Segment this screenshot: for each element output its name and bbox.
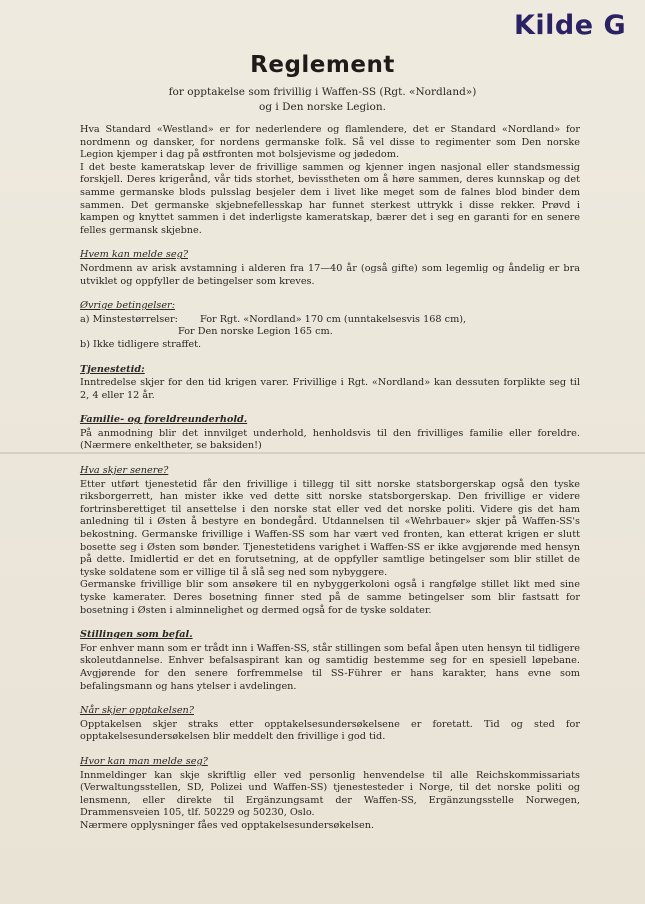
section-text: Etter utført tjenestetid får den frivillige i tillegg til sitt norske statsborgerskap også den tyske riksborgerrett, han mister ikke ved dette sitt norske statsborgerskap. Den frivillige er videre fortrinsberettiget til ansettelse i den norske stat eller ved det norske politi. Videre gis det ham anledning til i Østen å bestyre en bondegård. Utdannelsen til «Wehrbauer» skjer på Waffen-SS's bekostning. Germanske frivillige i Waffen-SS som har vært ved fronten, kan etterat krigen er slutt bosette seg i Østen som bønder. Tjenestetidens varighet i Waffen-SS er ikke avgjørende med hensyn på dette. Imidlertid er det en forutsetning, at de oppfyller samtlige betingelser som blir stillet de tyske soldatene som er villige til å slå seg ned som nybyggere.: [80, 478, 580, 578]
section-text: Innmeldinger kan skje skriftlig eller ved personlig henvendelse til alle Reichskommissariats (Verwaltungsstellen, SD, Polizei und Waffen-SS) tjenestesteder i Norge, til det norske politi og lensmenn, eller direkte til Ergänzungsamt der Waffen-SS, Ergänzungsstelle Norwegen, Drammensveien 105, tlf. 50229 og 50230, Oslo.: [80, 769, 580, 819]
subtitle-line-1: for opptakelse som frivillig i Waffen-SS (Rgt. «Nordland»): [168, 86, 477, 98]
section-text: På anmodning blir det innvilget underhold, henholdsvis til den frivilliges familie eller foreldre. (Nærmere enkeltheter, se baksiden!): [80, 427, 580, 452]
section-heading: Hva skjer senere?: [80, 465, 169, 477]
subtitle-line-2: og i Den norske Legion.: [259, 101, 386, 113]
section-text: Inntredelse skjer for den tid krigen varer. Frivillige i Rgt. «Nordland» kan dessuten forplikte seg til 2, 4 eller 12 år.: [80, 377, 580, 401]
condition-a-line-1: For Rgt. «Nordland» 170 cm (unntakelsesvis 168 cm),: [200, 313, 467, 325]
section-text: Nordmenn av arisk avstamning i alderen fra 17—40 år (også gifte) som legemlig og åndelig er bra utviklet og oppfyller de betingelser som kreves.: [80, 262, 580, 287]
intro-paragraph: [80, 124, 580, 237]
section-text: For enhver mann som er trådt inn i Waffen-SS, står stillingen som befal åpen uten hensyn til tidligere skoleutdannelse. Enhver befalsaspirant kan og samtidig bestemme seg for en spesiell løpebane. Avgjørende for den senere forfremmelse til SS-Führer er hans karakter, hans evne som befalingsmann og hans ytelser i avdelingen.: [80, 642, 580, 692]
section-heading: Stillingen som befal.: [80, 629, 193, 641]
section-heading: Øvrige betingelser:: [80, 300, 175, 312]
source-label: Kilde G: [514, 10, 627, 41]
section-who-can-apply: [80, 249, 580, 288]
section-text: Opptakelsen skjer straks etter opptakelsesundersøkelsene er foretatt. Tid og sted for opptakelsesundersøkelsen blir meddelt den frivillige i god tid.: [80, 718, 580, 743]
section-service-time: [80, 364, 580, 403]
closing-note: Nærmere opplysninger fåes ved opptakelsesundersøkelsen.: [80, 819, 375, 831]
section-officer-position: [80, 629, 580, 693]
section-heading: Familie- og foreldreunderhold.: [80, 414, 248, 426]
section-text: Germanske frivillige blir som ansøkere til en nybyggerkoloni også i rangfølge stillet likt med sine tyske kamerater. Deres bosetning finner sted på de samme betingelser som blir fastsatt for bosetning i Østen i alminnelighet og dermed også for de tyske soldater.: [80, 579, 580, 616]
condition-b: b) Ikke tidligere straffet.: [80, 338, 202, 350]
document-body: [80, 124, 580, 833]
condition-a-line-2: For Den norske Legion 165 cm.: [178, 326, 333, 338]
intro-text-2: I det beste kameratskap lever de frivillige sammen og kjenner ingen nasjonal eller standsmessig forskjell. Deres krigerånd, vår tids storhet, bevisstheten om å høre sammen, deres kunnskap og det samme germanske blods pulsslag besjeler dem i livet like meget som de falnes blod binder dem sammen. Det germanske skjebnefellesskap har funnet sterkest uttrykk i disse rekker. Prøvd i kampen og knyttet sammen i det inderligste kameratskap, bærer det i seg en garanti for en senere felles germansk skjebne.: [80, 161, 580, 236]
document-title: Reglement: [250, 52, 395, 78]
section-where-to-apply: [80, 756, 580, 820]
section-heading: Hvor kan man melde seg?: [80, 755, 208, 767]
section-heading: Når skjer opptakelsen?: [80, 705, 194, 717]
section-admission-time: [80, 705, 580, 744]
document-subtitle: [0, 85, 645, 115]
section-heading: Tjenestetid:: [80, 363, 145, 375]
section-heading: Hvem kan melde seg?: [80, 249, 189, 261]
section-family-support: [80, 414, 580, 453]
section-what-happens-later: [80, 465, 580, 617]
condition-a-label: a) Minstestørrelser:: [80, 313, 178, 325]
condition-a: [80, 314, 580, 327]
section-other-conditions: [80, 300, 580, 351]
intro-text-1: Hva Standard «Westland» er for nederlendere og flamlendere, det er Standard «Nordland» for nordmenn og dansker, for nordens germanske folk. Så vel disse to regimenter som Den norske Legion kjemper i dag på østfronten mot bolsjevisme og jødedom.: [80, 124, 580, 161]
